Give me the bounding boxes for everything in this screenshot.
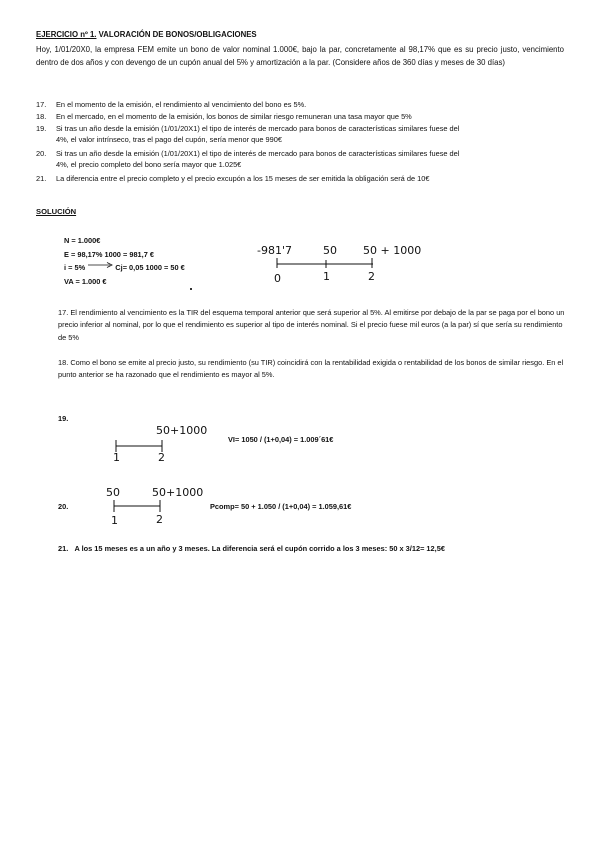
answer-19-number: 19. [58, 414, 69, 423]
answer-21 [58, 543, 445, 554]
timeline-20-period-1: 1 [111, 514, 118, 527]
calc-nominal: N = 1.000€ [64, 236, 101, 245]
solution-heading: SOLUCIÓN [36, 207, 77, 216]
question-number: 21. [36, 174, 47, 183]
question-text-continued: 4%, el precio completo del bono sería mayor que 1.025€ [56, 159, 242, 169]
timeline-label-0: -981'7 [257, 244, 292, 257]
answer-20-formula: Pcomp= 50 + 1.050 / (1+0,04) = 1.059,61€ [210, 502, 352, 511]
timeline-diagram-1 [255, 242, 422, 287]
timeline-period-0: 0 [274, 272, 281, 285]
question-text: En el momento de la emisión, el rendimiento al vencimiento del bono es 5%. [56, 100, 307, 109]
question-20 [36, 149, 566, 171]
answer-21-number: 21. [58, 544, 69, 553]
exercise-label: EJERCICIO nº 1. [36, 30, 97, 39]
question-number: 19. [36, 124, 47, 133]
question-number: 17. [36, 100, 47, 109]
timeline-20-cashflow-2: 50+1000 [152, 486, 204, 499]
calc-amortization: VA = 1.000 € [64, 277, 107, 286]
answer-20-number: 20. [58, 502, 69, 511]
question-21 [36, 174, 566, 185]
timeline-19-period-1: 1 [113, 451, 120, 464]
arrow-right-icon [87, 259, 113, 272]
question-text: Si tras un año desde la emisión (1/01/20X1) el tipo de interés de mercado para bonos de características similares fuese del [56, 124, 460, 133]
calc-interest-rate: i = 5% [64, 263, 86, 272]
question-text: En el mercado, en el momento de la emisión, los bonos de similar riesgo remuneran una tasa mayor que 5% [56, 112, 412, 121]
timeline-period-2: 2 [368, 270, 375, 283]
timeline-diagram-20 [104, 482, 214, 528]
question-17 [36, 100, 566, 111]
exercise-heading: VALORACIÓN DE BONOS/OBLIGACIONES [96, 30, 257, 39]
timeline-19-period-2: 2 [158, 451, 165, 464]
calc-price: E = 98,17% 1000 = 981,7 € [64, 250, 154, 259]
timeline-20-period-2: 2 [156, 513, 163, 526]
question-text: La diferencia entre el precio completo y el precio excupón a los 15 meses de ser emitida la obligación será de 10€ [56, 174, 430, 183]
calc-interest [64, 261, 185, 274]
answer-19-formula: VI= 1050 / (1+0,04) = 1.009´61€ [228, 435, 334, 444]
answer-21-text: A los 15 meses es a un año y 3 meses. La diferencia será el cupón corrido a los 3 meses: 50 x 3/12= 12,5€ [74, 544, 445, 553]
exercise-title [36, 29, 257, 40]
timeline-20-cashflow-1: 50 [106, 486, 120, 499]
question-text-continued: 4%, el valor intrínseco, tras el pago del cupón, sería menor que 990€ [56, 134, 282, 144]
question-number: 20. [36, 149, 47, 158]
intro-paragraph: Hoy, 1/01/20X0, la empresa FEM emite un bono de valor nominal 1.000€, bajo la par, concretamente al 98,17% que es su precio justo, vencimiento dentro de dos años y con devengo de un cupón anual del 5% y amortización a la par. (Considere años de 360 días y meses de 30 días) [36, 45, 564, 67]
question-text: Si tras un año desde la emisión (1/01/20X1) el tipo de interés de mercado para bonos de características similares fuese del [56, 149, 460, 158]
timeline-label-1: 50 [323, 244, 337, 257]
stray-dot [190, 288, 192, 290]
answer-18: 18. Como el bono se emite al precio justo, su rendimiento (su TIR) coincidirá con la rentabilidad exigida o rentabilidad de los bonos de similar riesgo. En el punto anterior se ha razonado que el rendimiento es mayor al 5%. [58, 358, 564, 380]
question-19 [36, 124, 566, 146]
timeline-19-cashflow: 50+1000 [156, 424, 208, 437]
timeline-label-2: 50 + 1000 [363, 244, 422, 257]
question-number: 18. [36, 112, 47, 121]
timeline-period-1: 1 [323, 270, 330, 283]
calc-coupon: Cj= 0,05 1000 = 50 € [115, 263, 185, 272]
question-18 [36, 112, 566, 123]
timeline-diagram-19 [110, 420, 220, 462]
answer-17: 17. El rendimiento al vencimiento es la TIR del esquema temporal anterior que será superior al 5%. Al emitirse por debajo de la par se paga por el bono un precio inferior al nominal, por lo que el rendimiento es superior al tipo de interés nominal. Si el precio fuese mil euros (a la par) sí que sería su rendimiento de 5% [58, 308, 565, 342]
